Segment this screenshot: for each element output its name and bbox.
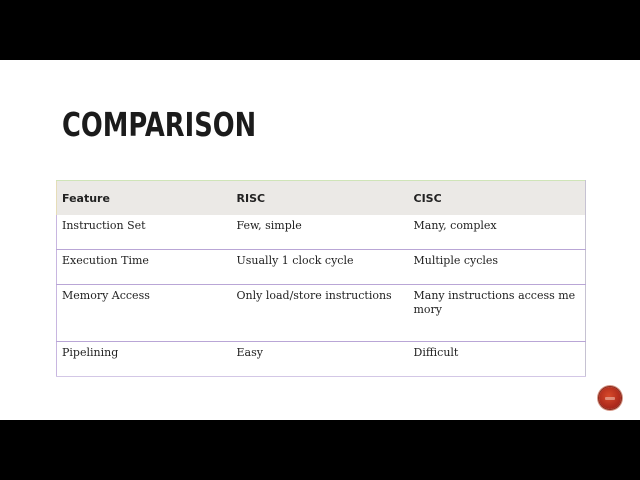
table-row <box>57 215 586 250</box>
table-cell: Instruction Set <box>57 215 232 250</box>
header-risc: RISC <box>232 181 409 216</box>
table-cell: Difficult <box>409 342 586 377</box>
slide <box>0 60 640 420</box>
letterbox-top <box>0 0 640 60</box>
slide-title: COMPARISON <box>62 105 257 144</box>
slide-nav-button[interactable] <box>599 387 621 409</box>
table-cell: Execution Time <box>57 250 232 285</box>
table-cell: Usually 1 clock cycle <box>232 250 409 285</box>
comparison-table <box>56 180 586 377</box>
table-cell: Easy <box>232 342 409 377</box>
table-cell: Only load/store instructions <box>232 285 409 342</box>
table-cell: Multiple cycles <box>409 250 586 285</box>
button-glyph-icon <box>605 397 615 400</box>
table-row <box>57 250 586 285</box>
table-cell: Memory Access <box>57 285 232 342</box>
table-cell: Many instructions access me mory <box>409 285 586 342</box>
letterbox-bottom <box>0 420 640 480</box>
table-cell: Many, complex <box>409 215 586 250</box>
table-header-row <box>57 181 586 216</box>
header-feature: Feature <box>57 181 232 216</box>
table-cell: Pipelining <box>57 342 232 377</box>
table-row <box>57 285 586 342</box>
table-row <box>57 342 586 377</box>
table-cell: Few, simple <box>232 215 409 250</box>
header-cisc: CISC <box>409 181 586 216</box>
